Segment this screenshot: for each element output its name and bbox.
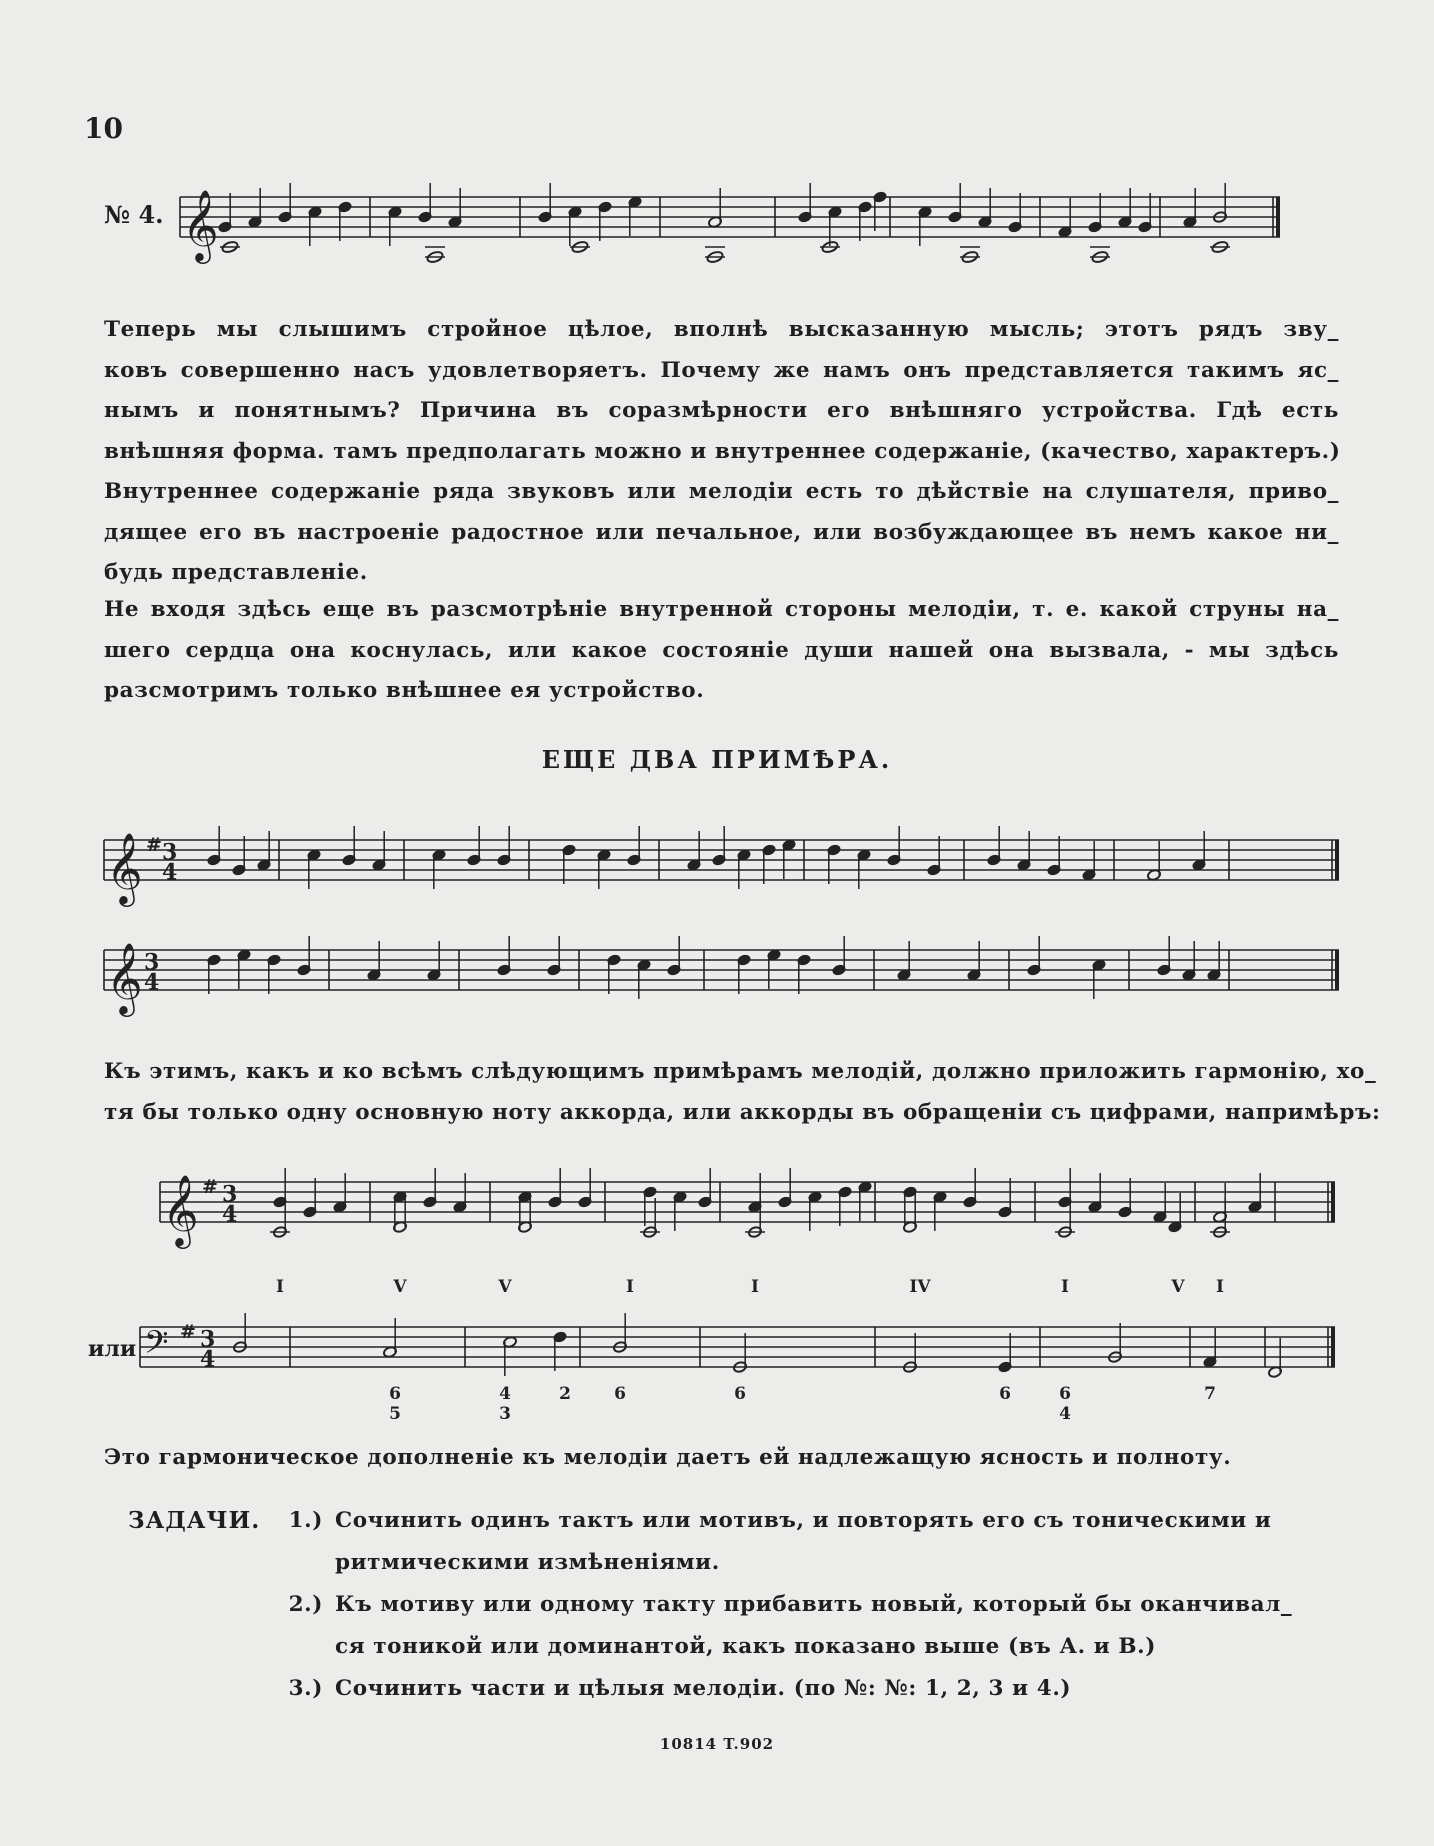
key-signature-sharp: # bbox=[146, 834, 162, 856]
staff-example-a bbox=[104, 828, 1344, 922]
paragraph-3-line: тя бы только одну основную ноту аккорда, или аккорды въ обращеніи съ цифрами, напримѣръ: bbox=[104, 1099, 1381, 1125]
roman-numeral: IV bbox=[909, 1277, 931, 1297]
paragraph-2-line: Не входя здѣсь еще въ разсмотрѣніе внутренной стороны мелодіи, т. е. какой струны на_ bbox=[104, 597, 1339, 622]
time-signature-bottom: 4 bbox=[200, 1346, 216, 1373]
paragraph-3 bbox=[104, 1052, 1381, 1133]
paragraph-1-line: Теперь мы слышимъ стройное цѣлое, вполнѣ высказанную мысль; этотъ рядъ зву_ bbox=[104, 317, 1339, 342]
figured-bass-top: 2 bbox=[559, 1384, 571, 1404]
treble-clef: 𝄞 bbox=[162, 1173, 199, 1246]
roman-numeral: I bbox=[751, 1277, 759, 1297]
figured-bass-top: 4 bbox=[499, 1384, 511, 1404]
treble-clef: 𝄞 bbox=[106, 941, 143, 1014]
treble-clef: 𝄞 bbox=[106, 831, 143, 904]
paragraph-3-line: Къ этимъ, какъ и ко всѣмъ слѣдующимъ примѣрамъ мелодій, должно приложить гармонію, хо_ bbox=[104, 1059, 1377, 1084]
paragraph-1-line: дящее его въ настроеніе радостное или печальное, или возбуждающее въ немъ какое ни_ bbox=[104, 519, 1339, 545]
staff-figured-bass bbox=[140, 1315, 1340, 1429]
final-barline bbox=[1276, 197, 1280, 237]
task-number: 1.) bbox=[288, 1508, 323, 1533]
paragraph-1-line: ковъ совершенно насъ удовлетворяетъ. Почему же намъ онъ представляется такимъ яс_ bbox=[104, 357, 1339, 383]
task-number: 2.) bbox=[288, 1592, 323, 1617]
time-signature-bottom: 4 bbox=[222, 1201, 238, 1228]
task-number: 3.) bbox=[288, 1676, 323, 1701]
roman-numeral: I bbox=[1061, 1277, 1069, 1297]
paragraph-1 bbox=[104, 310, 1339, 594]
final-barline bbox=[1331, 1182, 1335, 1222]
task-line: Сочинить одинъ тактъ или мотивъ, и повторять его съ тоническими и bbox=[335, 1508, 1272, 1533]
task-body bbox=[335, 1584, 1338, 1668]
tasks-heading: ЗАДАЧИ. bbox=[128, 1507, 261, 1534]
final-barline bbox=[1335, 840, 1339, 880]
example-4-label: № 4. bbox=[104, 200, 164, 229]
roman-numeral: V bbox=[1171, 1277, 1185, 1297]
time-signature-top: 3 bbox=[144, 949, 160, 976]
paragraph-2-line: разсмотримъ только внѣшнее ея устройство. bbox=[104, 678, 705, 703]
key-signature-sharp: # bbox=[180, 1321, 196, 1343]
final-barline bbox=[1335, 950, 1339, 990]
time-signature-bottom: 4 bbox=[144, 969, 160, 996]
final-barline bbox=[1331, 1327, 1335, 1367]
paragraph-2 bbox=[104, 590, 1339, 712]
task-line: ся тоникой или доминантой, какъ показано выше (въ А. и В.) bbox=[335, 1634, 1157, 1659]
staff-harmonized-treble bbox=[160, 1170, 1340, 1314]
paragraph-1-line: нымъ и понятнымъ? Причина въ соразмѣрности его внѣшняго устройства. Гдѣ есть bbox=[104, 398, 1339, 423]
staff-example-4 bbox=[180, 185, 1340, 299]
roman-numeral: V bbox=[393, 1277, 407, 1297]
harmony-sentence: Это гармоническое дополненіе къ мелодіи даетъ ей надлежащую ясность и полноту. bbox=[104, 1445, 1232, 1470]
task-item bbox=[128, 1668, 1338, 1710]
roman-numeral: I bbox=[1216, 1277, 1224, 1297]
section-heading: ЕЩЕ ДВА ПРИМѢРА. bbox=[541, 745, 893, 774]
figured-bass-bottom: 4 bbox=[1059, 1404, 1071, 1424]
key-signature-sharp: # bbox=[202, 1176, 218, 1198]
figured-bass-bottom: 3 bbox=[499, 1404, 511, 1424]
task-line: Къ мотиву или одному такту прибавить новый, который бы оканчивал_ bbox=[335, 1592, 1293, 1617]
paragraph-1-line: внѣшняя форма. тамъ предполагать можно и внутреннее содержаніе, (качество, характеръ.) bbox=[104, 438, 1341, 464]
page-number: 10 bbox=[84, 112, 123, 145]
roman-numeral: I bbox=[626, 1277, 634, 1297]
harmony-sentence-block bbox=[104, 1438, 1339, 1479]
task-line: Сочинить части и цѣлыя мелодіи. (по №: №: 1, 2, 3 и 4.) bbox=[335, 1676, 1072, 1701]
figured-bass-top: 6 bbox=[614, 1384, 626, 1404]
task-head-spacer bbox=[128, 1584, 271, 1668]
staff-example-b bbox=[104, 938, 1344, 1032]
figured-bass-top: 6 bbox=[389, 1384, 401, 1404]
ili-label: или bbox=[88, 1336, 137, 1362]
task-item bbox=[128, 1584, 1338, 1668]
task-body bbox=[335, 1500, 1338, 1584]
task-head-spacer bbox=[128, 1668, 271, 1710]
figured-bass-top: 6 bbox=[1059, 1384, 1071, 1404]
roman-numeral: V bbox=[498, 1277, 512, 1297]
bass-clef: 𝄢 bbox=[144, 1324, 169, 1368]
task-line: ритмическими измѣненіями. bbox=[335, 1550, 720, 1575]
time-signature-top: 3 bbox=[222, 1181, 238, 1208]
time-signature-bottom: 4 bbox=[162, 859, 178, 886]
tasks-block bbox=[128, 1500, 1338, 1710]
figured-bass-top: 6 bbox=[999, 1384, 1011, 1404]
roman-numeral: I bbox=[276, 1277, 284, 1297]
figured-bass-top: 6 bbox=[734, 1384, 746, 1404]
task-body bbox=[335, 1668, 1338, 1710]
plate-number: 10814 T.902 bbox=[659, 1735, 775, 1753]
figured-bass-top: 7 bbox=[1204, 1384, 1216, 1404]
task-item bbox=[128, 1500, 1338, 1584]
treble-clef: 𝄞 bbox=[182, 188, 219, 261]
paragraph-1-line: будь представленіе. bbox=[104, 560, 368, 585]
paragraph-2-line: шего сердца она коснулась, или какое состояніе души нашей она вызвала, - мы здѣсь bbox=[104, 637, 1339, 663]
time-signature-top: 3 bbox=[200, 1326, 216, 1353]
paragraph-1-line: Внутреннее содержаніе ряда звуковъ или мелодіи есть то дѣйствіе на слушателя, приво_ bbox=[104, 479, 1339, 504]
time-signature-top: 3 bbox=[162, 839, 178, 866]
figured-bass-bottom: 5 bbox=[389, 1404, 401, 1424]
